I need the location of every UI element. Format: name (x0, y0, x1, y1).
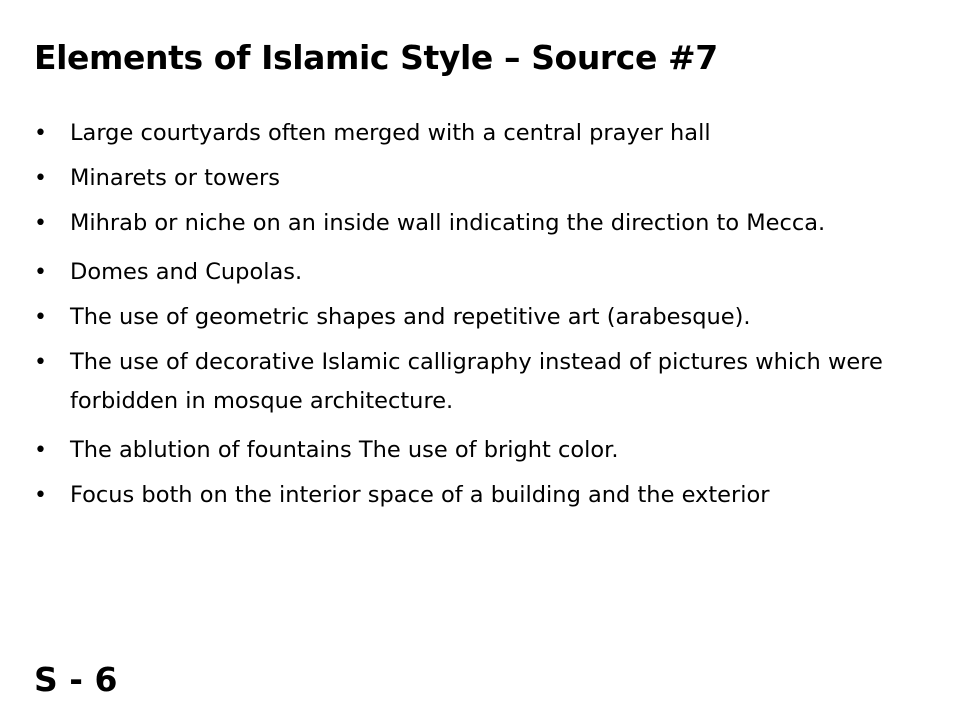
bullet-text: The use of geometric shapes and repetitive art (arabesque). (70, 304, 751, 330)
bullet-text: Large courtyards often merged with a central prayer hall (70, 120, 711, 146)
slide-code: S - 6 (34, 660, 118, 699)
bullet-marker: • (34, 166, 47, 191)
bullet-marker: • (34, 350, 47, 375)
bullet-list (34, 114, 924, 515)
bullet-text: Focus both on the interior space of a building and the exterior (70, 482, 770, 508)
bullet-marker: • (34, 483, 47, 508)
bullet-item (34, 343, 924, 421)
bullet-text: The ablution of fountains The use of bright color. (70, 437, 619, 463)
slide-title: Elements of Islamic Style – Source #7 (34, 38, 718, 77)
bullet-item (34, 204, 924, 243)
bullet-item (34, 253, 924, 292)
bullet-text: Mihrab or niche on an inside wall indicating the direction to Mecca. (70, 210, 826, 236)
bullet-marker: • (34, 260, 47, 285)
bullet-item (34, 114, 924, 153)
bullet-marker: • (34, 121, 47, 146)
bullet-marker: • (34, 438, 47, 463)
bullet-item (34, 476, 924, 515)
bullet-marker: • (34, 211, 47, 236)
bullet-text: Minarets or towers (70, 165, 280, 191)
bullet-item (34, 431, 924, 470)
bullet-marker: • (34, 305, 47, 330)
bullet-text: The use of decorative Islamic calligraphy instead of pictures which were forbidden in mosque architecture. (70, 349, 883, 414)
bullet-item (34, 159, 924, 198)
bullet-item (34, 298, 924, 337)
bullet-text: Domes and Cupolas. (70, 259, 303, 285)
